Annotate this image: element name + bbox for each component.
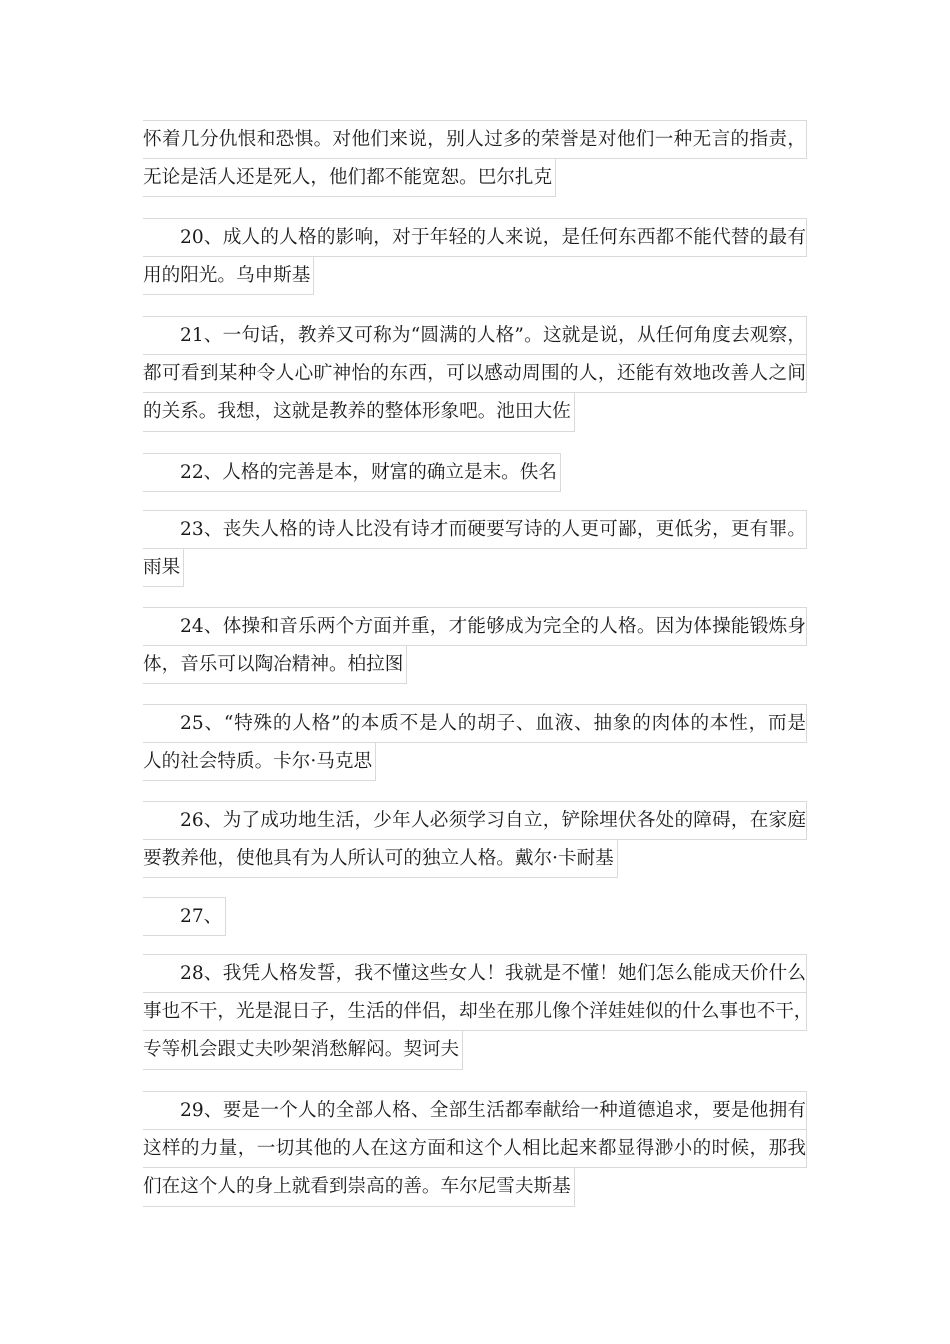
text-line: 们在这个人的身上就看到崇高的善。车尔尼雪夫斯基 [143, 1168, 575, 1207]
quote-21 [143, 316, 807, 432]
text-line: 27、 [143, 897, 226, 936]
text-line: 雨果 [143, 549, 184, 588]
text-line: 21、一句话，教养又可称为“圆满的人格”。这就是说，从任何角度去观察， [143, 316, 807, 355]
text-line: 29、要是一个人的全部人格、全部生活都奉献给一种道德追求，要是他拥有 [143, 1091, 807, 1130]
text-line: 专等机会跟丈夫吵架消愁解闷。契诃夫 [143, 1031, 463, 1070]
text-line: 无论是活人还是死人，他们都不能宽恕。巴尔扎克 [143, 159, 556, 198]
text-line: 28、我凭人格发誓，我不懂这些女人！我就是不懂！她们怎么能成天价什么 [143, 954, 807, 993]
quote-26 [143, 801, 807, 878]
quote-19-continuation [143, 120, 807, 197]
quote-24 [143, 607, 807, 684]
text-line: 用的阳光。乌申斯基 [143, 257, 314, 296]
text-line: 都可看到某种令人心旷神怡的东西，可以感动周围的人，还能有效地改善人之间 [143, 355, 807, 394]
text-line: 的关系。我想，这就是教养的整体形象吧。池田大佐 [143, 393, 575, 432]
text-line: 要教养他，使他具有为人所认可的独立人格。戴尔·卡耐基 [143, 840, 618, 879]
quote-22 [143, 453, 807, 492]
quote-20 [143, 218, 807, 295]
text-line: 22、人格的完善是本，财富的确立是末。佚名 [143, 453, 561, 492]
text-line: 23、丧失人格的诗人比没有诗才而硬要写诗的人更可鄙，更低劣，更有罪。 [143, 510, 807, 549]
text-line: 26、为了成功地生活，少年人必须学习自立，铲除埋伏各处的障碍，在家庭 [143, 801, 807, 840]
text-line: 20、成人的人格的影响，对于年轻的人来说，是任何东西都不能代替的最有 [143, 218, 807, 257]
quote-28 [143, 954, 813, 1070]
quote-27 [143, 897, 807, 936]
quote-29 [143, 1091, 807, 1207]
text-line: 体，音乐可以陶冶精神。柏拉图 [143, 646, 407, 685]
text-line: 这样的力量，一切其他的人在这方面和这个人相比起来都显得渺小的时候，那我 [143, 1130, 807, 1169]
quote-23 [143, 510, 807, 587]
text-line: 怀着几分仇恨和恐惧。对他们来说，别人过多的荣誉是对他们一种无言的指责， [143, 120, 807, 159]
text-line: 24、体操和音乐两个方面并重，才能够成为完全的人格。因为体操能锻炼身 [143, 607, 807, 646]
text-line: 25、“特殊的人格”的本质不是人的胡子、血液、抽象的肉体的本性，而是 [143, 704, 807, 743]
quote-25 [143, 704, 807, 781]
text-line: 事也不干，光是混日子，生活的伴侣，却坐在那儿像个洋娃娃似的什么事也不干， [143, 993, 807, 1032]
text-line: 人的社会特质。卡尔·马克思 [143, 743, 376, 782]
